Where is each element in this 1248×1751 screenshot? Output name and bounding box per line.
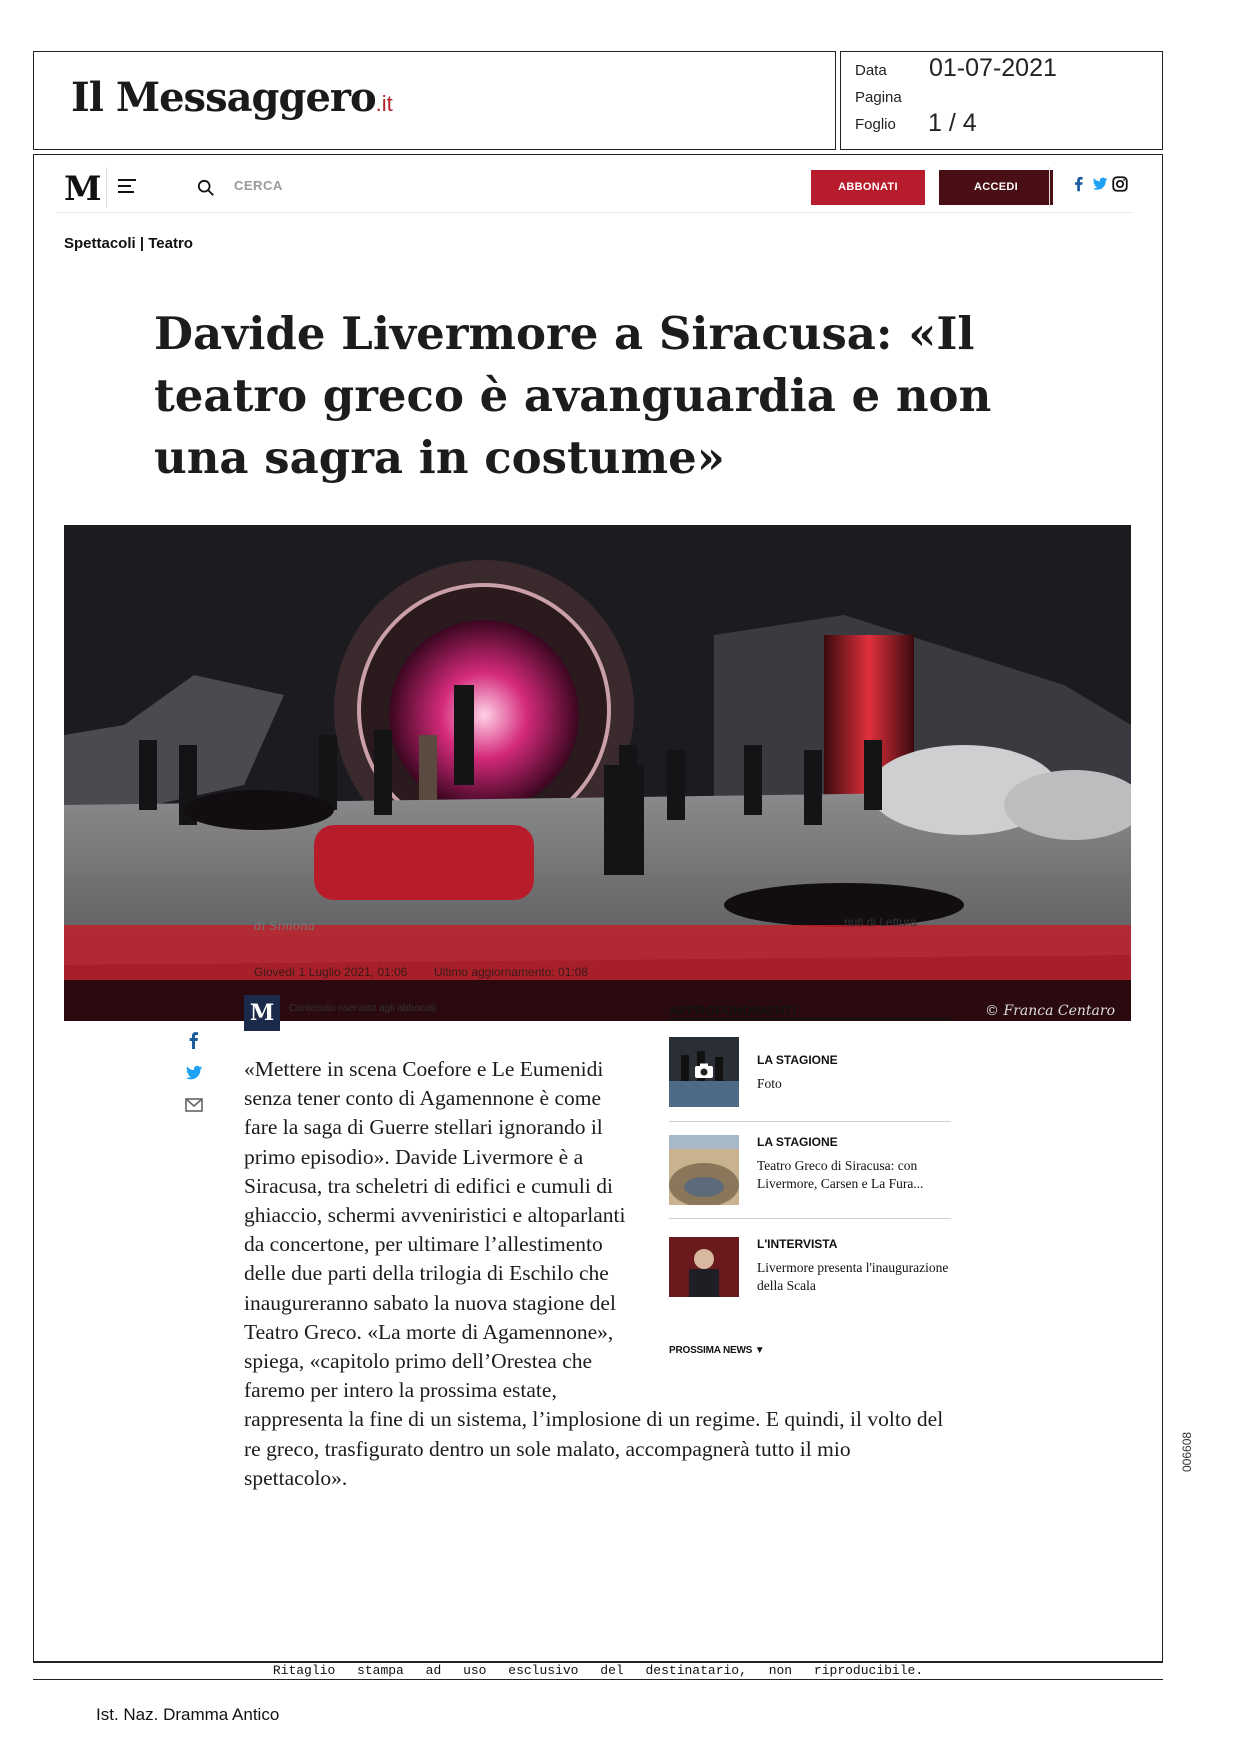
article-paragraph: «Mettere in scena Coefore e Le Eumenidi senza tener conto di Agamennone è come fare la saga di Guerre stellari ignorando il primo episodio». Davide Livermore è a Siracusa, tra scheletri di edifici e cumuli di ghiaccio, schermi avveniristici e altoparlanti da concertone, per ultimare l’allestimento delle due parti della trilogia di Eschilo che inaugureranno sabato la nuova stagione del Teatro Greco. «La morte di Agamennone», spiega, «capitolo primo dell’Orestea che faremo per intero la prossima estate, rappresenta la fine di un sistema, l’implosione di un regime. E quindi, il volto del re greco, trasfigurato dentro un sole malato, accompagnerà tutto il mio spettacolo». — [244, 1057, 944, 1490]
clipping-disclaimer: Ritaglio stampa ad uso esclusivo del destinatario, non riproducibile. — [33, 1662, 1163, 1680]
nav-divider — [106, 167, 107, 207]
nav-underline — [56, 212, 1133, 213]
masthead-logo — [71, 74, 393, 121]
twitter-icon[interactable] — [1091, 175, 1109, 193]
hero-photo — [64, 525, 1131, 1021]
clipping-meta — [840, 51, 1163, 150]
instagram-icon[interactable] — [1111, 175, 1129, 193]
masthead-suffix: .it — [375, 91, 393, 116]
nav-divider-right — [1049, 167, 1050, 207]
menu-icon[interactable] — [118, 179, 136, 195]
foglio-label: Foglio — [855, 116, 896, 133]
camera-icon — [694, 1063, 714, 1079]
next-news-link[interactable]: PROSSIMA NEWS ▼ — [669, 1345, 765, 1356]
pagina-label: Pagina — [855, 89, 902, 106]
related-thumb — [669, 1237, 739, 1297]
date-overlay: Giovedì 1 Luglio 2021, 01:06 — [254, 965, 408, 979]
subscribe-button[interactable]: ABBONATI — [811, 170, 925, 205]
related-item[interactable] — [669, 1037, 951, 1107]
search-icon[interactable] — [197, 179, 215, 197]
facebook-share-icon[interactable] — [184, 1030, 204, 1050]
related-item[interactable] — [669, 1135, 951, 1205]
related-divider — [669, 1218, 951, 1219]
related-divider — [669, 1121, 951, 1122]
photo-credit: © Franca Centaro — [985, 1003, 1115, 1019]
related-thumb — [669, 1135, 739, 1205]
related-category: L'INTERVISTA — [757, 1237, 838, 1251]
related-title: APPROFONDIMENTI — [669, 1003, 797, 1018]
reading-time-overlay: nuti di Lettura — [844, 915, 917, 929]
related-headline: Livermore presenta l'inaugurazione della Scala — [757, 1260, 949, 1293]
clipping-header — [33, 51, 836, 150]
related-item[interactable] — [669, 1237, 951, 1301]
related-category: LA STAGIONE — [757, 1053, 838, 1067]
stage-scene-illustration — [64, 525, 1131, 1021]
related-thumb — [669, 1037, 739, 1107]
search-input[interactable]: CERCA — [234, 178, 283, 193]
data-label: Data — [855, 62, 887, 79]
data-value: 01-07-2021 — [929, 54, 1057, 82]
related-category: LA STAGIONE — [757, 1135, 838, 1149]
login-button[interactable]: ACCEDI — [939, 170, 1053, 205]
related-headline: Foto — [757, 1076, 782, 1091]
document-code: 006608 — [1180, 1431, 1194, 1472]
foglio-value: 1 / 4 — [928, 109, 977, 137]
author-avatar: M — [244, 995, 280, 1031]
subscriber-note: Contenuto riservato agli abbonati — [289, 1003, 436, 1014]
client-name: Ist. Naz. Dramma Antico — [96, 1705, 280, 1724]
site-logo[interactable]: M — [64, 169, 102, 209]
article-page — [33, 154, 1163, 1662]
twitter-share-icon[interactable] — [184, 1063, 204, 1083]
email-share-icon[interactable] — [184, 1095, 204, 1115]
updated-overlay: Ultimo aggiornamento: 01:08 — [434, 965, 589, 979]
author-overlay: di Simona — [254, 919, 315, 933]
facebook-icon[interactable] — [1070, 175, 1088, 193]
related-rule — [669, 1018, 951, 1020]
masthead-name: Il Messaggero — [71, 74, 376, 121]
breadcrumb[interactable]: Spettacoli | Teatro — [64, 235, 193, 252]
related-headline: Teatro Greco di Siracusa: con Livermore, Carsen e La Fura... — [757, 1158, 924, 1191]
article-title: Davide Livermore a Siracusa: «Il teatro greco è avanguardia e non una sagra in costume» — [154, 307, 992, 484]
